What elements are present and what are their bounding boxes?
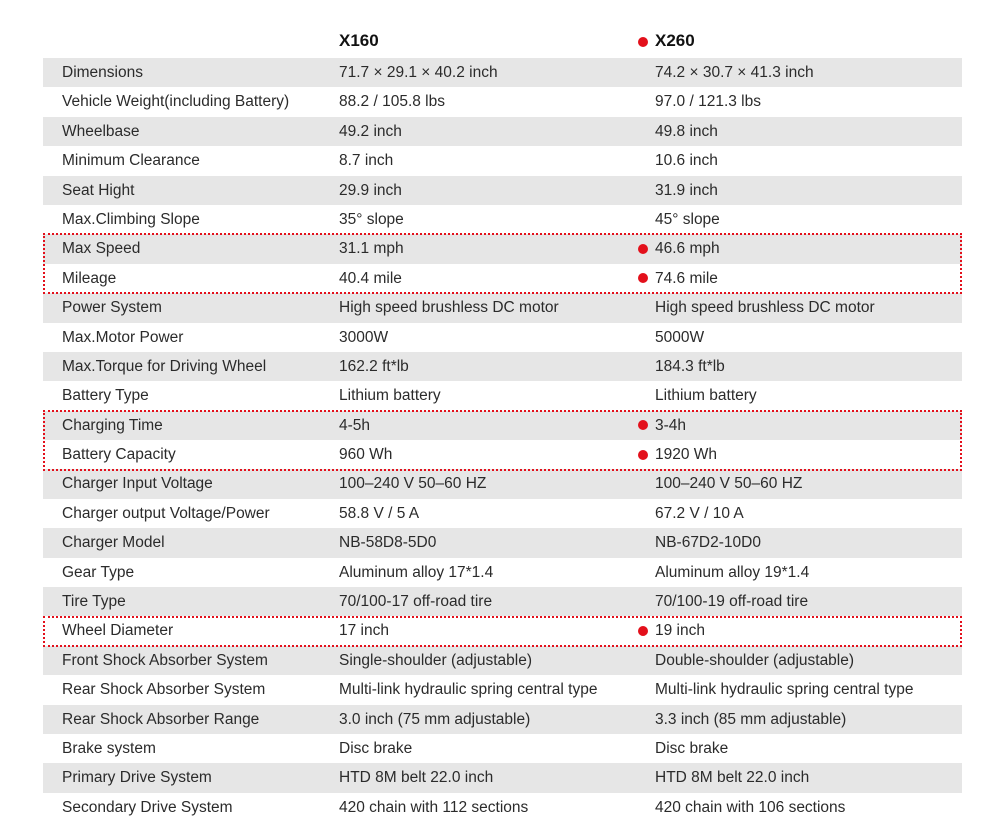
table-row [43,705,962,734]
spec-value-x260-cell [655,734,728,763]
spec-label: Wheel Diameter [62,622,174,640]
spec-value-x160: 100–240 V 50–60 HZ [339,475,487,493]
spec-value-x260: Lithium battery [655,387,757,405]
spec-value-x260: NB-67D2-10D0 [655,534,761,552]
spec-label: Max Speed [62,240,141,258]
spec-value-x260-cell [655,705,846,734]
spec-value-x260: 74.2 × 30.7 × 41.3 inch [655,64,814,81]
spec-value-x260-cell [655,469,802,498]
spec-value-x260-cell [655,411,686,440]
table-row [43,734,962,763]
column-header-x160: X160 [339,31,379,50]
table-row [43,763,962,792]
spec-value-x260-cell [655,763,809,792]
table-row [43,234,962,263]
spec-value-x160: Single-shoulder (adjustable) [339,651,533,669]
table-row [43,646,962,675]
spec-label: Minimum Clearance [62,152,200,170]
spec-value-x260: Double-shoulder (adjustable) [655,651,855,669]
spec-value-x260-cell [655,499,744,528]
table-row [43,616,962,645]
spec-value-x160: Lithium battery [339,387,441,405]
spec-value-x260: 70/100-19 off-road tire [655,593,809,611]
column-header-x260 [655,31,695,51]
spec-value-x260: 1920 Wh [655,446,718,464]
table-row [43,499,962,528]
spec-value-x260-cell [655,87,761,116]
spec-value-x260-cell [655,205,720,234]
spec-value-x160: 88.2 / 105.8 lbs [339,93,445,111]
spec-label: Rear Shock Absorber Range [62,710,260,728]
spec-value-x260-cell [655,176,718,205]
red-dot-icon [638,37,648,47]
spec-comparison-table [43,28,962,822]
spec-value-x160: 17 inch [339,622,389,640]
table-row [43,675,962,704]
table-row [43,323,962,352]
table-row [43,293,962,322]
spec-value-x160: 40.4 mile [339,269,402,287]
spec-value-x160: 35° slope [339,210,404,228]
spec-label: Charging Time [62,416,163,434]
spec-value-x160: 960 Wh [339,446,393,464]
spec-value-x260-cell [655,146,718,175]
spec-value-x260: Disc brake [655,739,729,757]
spec-label: Charger Input Voltage [62,475,213,493]
spec-value-x260: 184.3 ft*lb [655,357,725,375]
spec-value-x260-cell [655,793,845,822]
spec-value-x260-cell [655,352,725,381]
table-row [43,793,962,822]
spec-value-x260-cell [655,58,814,87]
table-row [43,587,962,616]
spec-label: Secondary Drive System [62,798,233,816]
table-row [43,205,962,234]
spec-label: Seat Hight [62,181,135,199]
spec-value-x260-cell [655,234,720,263]
spec-label: Battery Type [62,387,149,405]
spec-value-x260-cell [655,528,761,557]
column-header-x260-label: X260 [655,31,695,50]
spec-value-x260: 45° slope [655,210,720,228]
spec-value-x260: 420 chain with 106 sections [655,798,846,816]
spec-value-x260: 3-4h [655,416,687,434]
spec-value-x160: 29.9 inch [339,181,402,199]
spec-value-x160: 3000W [339,328,389,346]
spec-value-x260: High speed brushless DC motor [655,299,875,317]
table-row [43,264,962,293]
spec-label: Max.Climbing Slope [62,210,200,228]
spec-value-x260-cell [655,117,718,146]
spec-label: Brake system [62,739,156,757]
table-body [43,58,962,822]
spec-value-x160: NB-58D8-5D0 [339,534,437,552]
red-dot-icon [638,626,648,636]
spec-value-x260-cell [655,381,757,410]
spec-label: Rear Shock Absorber System [62,681,266,699]
red-dot-icon [638,420,648,430]
spec-value-x260: 97.0 / 121.3 lbs [655,93,761,111]
spec-value-x260: 67.2 V / 10 A [655,504,744,522]
red-dot-icon [638,450,648,460]
spec-label: Max.Torque for Driving Wheel [62,357,267,375]
spec-value-x260-cell [655,587,808,616]
spec-value-x260: 10.6 inch [655,152,718,170]
spec-value-x160: 8.7 inch [339,152,394,170]
table-row [43,558,962,587]
table-row [43,469,962,498]
spec-value-x160: 71.7 × 29.1 × 40.2 inch [339,64,498,81]
spec-label: Dimensions [62,64,143,81]
spec-value-x160: 3.0 inch (75 mm adjustable) [339,710,531,728]
table-row [43,528,962,557]
red-dot-icon [638,273,648,283]
spec-value-x260-cell [655,675,913,704]
spec-value-x160: 70/100-17 off-road tire [339,593,493,611]
spec-value-x260-cell [655,293,875,322]
spec-value-x260-cell [655,264,718,293]
spec-value-x160: 58.8 V / 5 A [339,504,420,522]
spec-value-x260: 5000W [655,328,705,346]
spec-value-x260: 31.9 inch [655,181,718,199]
spec-value-x260-cell [655,558,809,587]
spec-label: Max.Motor Power [62,328,184,346]
table-row [43,381,962,410]
spec-label: Gear Type [62,563,135,581]
spec-value-x260-cell [655,646,854,675]
spec-label: Front Shock Absorber System [62,651,268,669]
spec-value-x260-cell [655,440,717,469]
table-row [43,176,962,205]
spec-value-x260-cell [655,323,704,352]
spec-value-x260: 49.8 inch [655,122,718,140]
spec-label: Charger output Voltage/Power [62,504,270,522]
spec-value-x160: 31.1 mph [339,240,404,258]
spec-value-x160: Multi-link hydraulic spring central type [339,681,598,699]
spec-value-x260: 74.6 mile [655,269,718,287]
spec-label: Vehicle Weight(including Battery) [62,93,290,111]
spec-label: Tire Type [62,593,126,611]
spec-label: Battery Capacity [62,446,176,464]
spec-value-x260: Multi-link hydraulic spring central type [655,681,914,699]
spec-value-x260: 3.3 inch (85 mm adjustable) [655,710,847,728]
red-dot-icon [638,244,648,254]
spec-value-x160: 420 chain with 112 sections [339,798,529,816]
table-row [43,352,962,381]
spec-value-x160: HTD 8M belt 22.0 inch [339,769,494,787]
spec-label: Charger Model [62,534,165,552]
table-row [43,146,962,175]
spec-label: Wheelbase [62,122,140,140]
table-row [43,440,962,469]
spec-value-x160: 49.2 inch [339,122,402,140]
spec-value-x160: 162.2 ft*lb [339,357,409,375]
spec-value-x260: 100–240 V 50–60 HZ [655,475,803,493]
spec-label: Mileage [62,269,117,287]
spec-value-x260: Aluminum alloy 19*1.4 [655,563,810,581]
table-row [43,58,962,87]
spec-value-x160: Disc brake [339,739,413,757]
spec-value-x160: 4-5h [339,416,371,434]
table-row [43,411,962,440]
table-row [43,117,962,146]
spec-label: Power System [62,299,162,317]
spec-value-x160: High speed brushless DC motor [339,299,559,317]
spec-value-x260: 46.6 mph [655,240,720,258]
spec-value-x260: HTD 8M belt 22.0 inch [655,769,810,787]
spec-value-x260: 19 inch [655,622,705,640]
table-row [43,87,962,116]
spec-value-x260-cell [655,616,705,645]
spec-label: Primary Drive System [62,769,212,787]
table-header [43,28,962,58]
spec-value-x160: Aluminum alloy 17*1.4 [339,563,494,581]
